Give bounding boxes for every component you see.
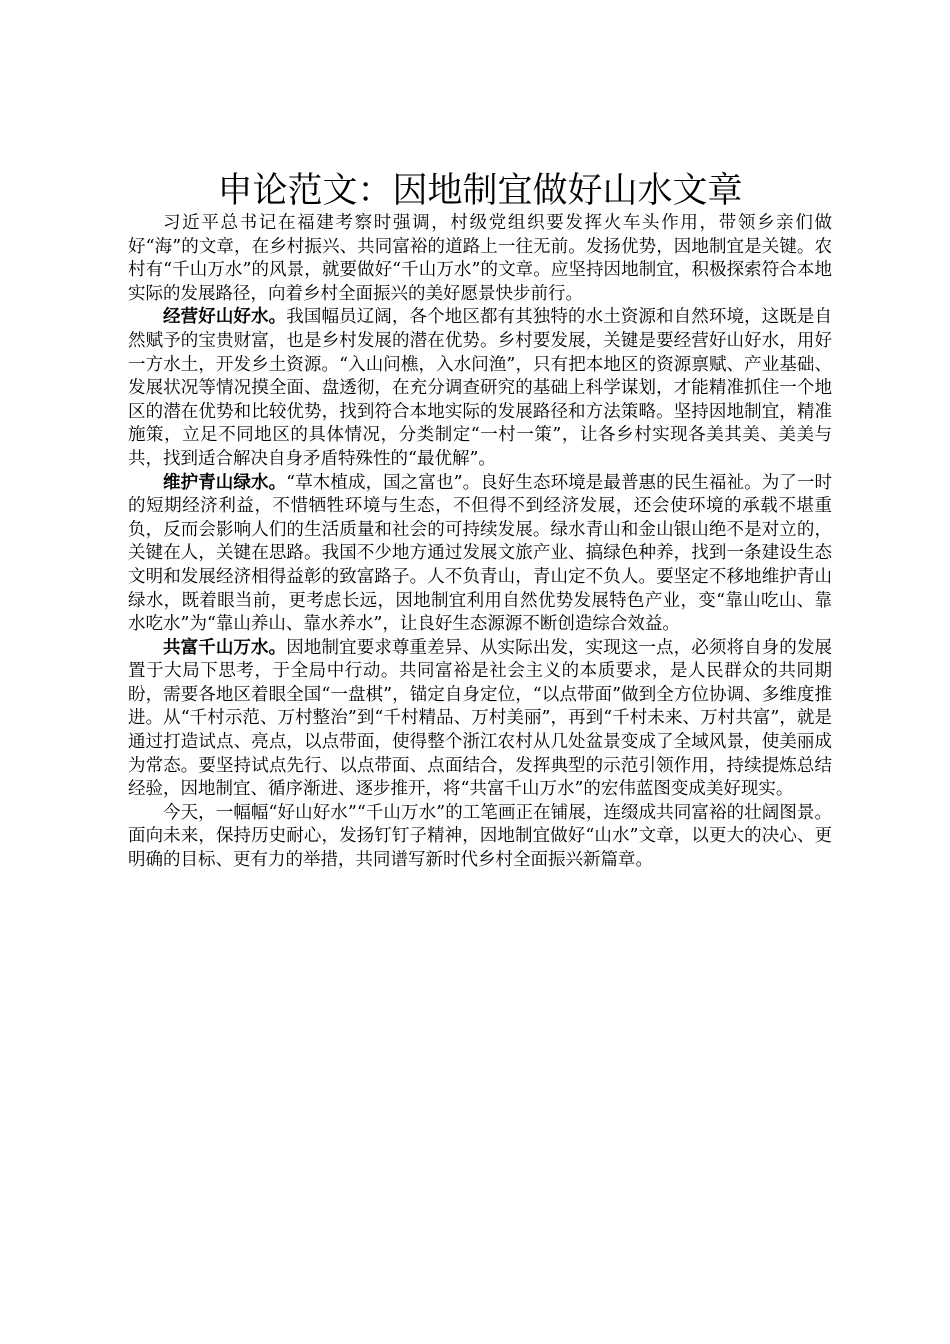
section-heading: 共富千山万水。 <box>163 637 287 658</box>
paragraph-text: “草木植成，国之富也”。良好生态环境是最普惠的民生福祉。为了一时的短期经济利益，不惜牺牲环境与生态，不但得不到经济发展，还会使环境的承载不堪重负，反而会影响人们的生活质量和社会的可持续发展。绿水青山和金山银山绝不是对立的，关键在人，关键在思路。我国不少地方通过发展文旅产业、搞绿色种养，找到一条建设生态文明和发展经济相得益彰的致富路子。人不负青山，青山定不负人。要坚定不移地维护青山绿水，既着眼当前，更考虑长远，因地制宜利用自然优势发展特色产业，变“靠山吃山、靠水吃水”为“靠山养山、靠水养水”，让良好生态源源不断创造综合效益。 <box>128 472 832 635</box>
paragraph-text: 今天，一幅幅“好山好水”“千山万水”的工笔画正在铺展，连缀成共同富裕的壮阔图景。面向未来，保持历史耐心，发扬钉钉子精神，因地制宜做好“山水”文章，以更大的决心、更明确的目标、更有力的举措，共同谱写新时代乡村全面振兴新篇章。 <box>128 802 832 871</box>
paragraph-conclusion <box>128 802 832 873</box>
paragraph-text: 我国幅员辽阔，各个地区都有其独特的水土资源和自然环境，这既是自然赋予的宝贵财富，也是乡村发展的潜在优势。乡村要发展，关键是要经营好山好水，用好一方水土，开发乡土资源。“入山问樵，入水问渔”，只有把本地区的资源禀赋、产业基础、发展状况等情况摸全面、盘透彻，在充分调查研究的基础上科学谋划，才能精准抓住一个地区的潜在优势和比较优势，找到符合本地实际的发展路径和方法策略。坚持因地制宜，精准施策，立足不同地区的具体情况，分类制定“一村一策”，让各乡村实现各美其美、美美与共，找到适合解决自身矛盾特殊性的“最优解”。 <box>128 307 833 469</box>
paragraph-text: 习近平总书记在福建考察时强调，村级党组织要发挥火车头作用，带领乡亲们做好“海”的文章，在乡村振兴、共同富裕的道路上一往无前。发扬优势，因地制宜是关键。农村有“千山万水”的风景，就要做好“千山万水”的文章。应坚持因地制宜，积极探索符合本地实际的发展路径，向着乡村全面振兴的美好愿景快步前行。 <box>128 213 832 304</box>
paragraph-section-1 <box>128 306 832 471</box>
section-heading: 维护青山绿水。 <box>163 472 287 493</box>
document-page <box>128 170 832 873</box>
paragraph-text: 因地制宜要求尊重差异、从实际出发，实现这一点，必须将自身的发展置于大局下思考，于全局中行动。共同富裕是社会主义的本质要求，是人民群众的共同期盼，需要各地区着眼全国“一盘棋”，锚定自身定位，“以点带面”做到全方位协调、多维度推进。从“千村示范、万村整治”到“千村精品、万村美丽”，再到“千村未来、万村共富”，就是通过打造试点、亮点，以点带面，使得整个浙江农村从几处盆景变成了全域风景，使美丽成为常态。要坚持试点先行、以点带面、点面结合，发挥典型的示范引领作用，持续提炼总结经验，因地制宜、循序渐进、逐步推开，将“共富千山万水”的宏伟蓝图变成美好现实。 <box>128 637 833 800</box>
paragraph-section-3 <box>128 637 832 802</box>
section-heading: 经营好山好水。 <box>163 307 287 328</box>
document-title: 申论范文：因地制宜做好山水文章 <box>217 171 743 211</box>
paragraph-intro <box>128 212 832 306</box>
paragraph-section-2 <box>128 472 832 637</box>
